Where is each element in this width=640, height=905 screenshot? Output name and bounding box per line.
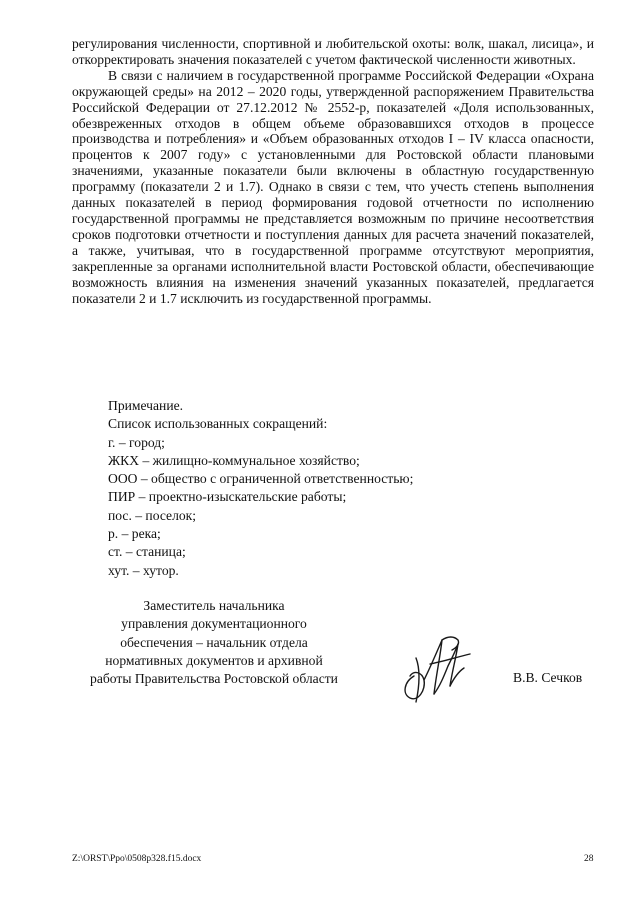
handwritten-signature <box>396 628 488 708</box>
abbreviation-item: ЖКХ – жилищно-коммунальное хозяйство; <box>108 452 360 468</box>
abbreviation-item: хут. – хутор. <box>108 562 179 578</box>
paragraph-continuation: регулирования численности, спортивной и любительской охоты: волк, шакал, лисица», и откорректировать значения показателей с учетом фактической численности животных. <box>72 36 594 67</box>
signatory-title-line: управления документационного <box>121 616 307 632</box>
abbreviation-item: ООО – общество с ограниченной ответственностью; <box>108 471 414 487</box>
signatory-title-line: нормативных документов и архивной <box>105 652 323 668</box>
signatory-title <box>72 597 356 688</box>
page-number: 28 <box>584 854 594 864</box>
paragraph-indicators: В связи с наличием в государственной программе Российской Федерации «Охрана окружающей среды» на 2012 – 2020 годы, утвержденной распоряжением Правительства Российской Федерации от 27.12.2012 № 2552-р, показателей «Доля использованных, обезвреженных отходов в общем объеме образовавшихся отходов в процессе производства и потребления» и «Объем образованных отходов I – IV класса опасности, процентов к 2007 году» с установленными для Ростовской области плановыми значениями, указанные показатели были включены в областную государственную программу (показатели 2 и 1.7). Однако в связи с тем, что учесть степень выполнения данных показателей в период формирования годовой отчетности по исполнению государственной программы не представляется возможным по причине несоответствия сроков подготовки отчетности и поступления данных для расчета значений показателей, а также, учитывая, что в государственной программе отсутствуют мероприятия, закрепленные за органами исполнительной власти Ростовской области, обеспечивающие возможность влияния на изменения значений указанных показателей, предлагается показатели 2 и 1.7 исключить из государственной программы. <box>72 67 594 306</box>
abbreviations-title: Список использованных сокращений: <box>108 416 328 432</box>
body-text <box>72 36 594 306</box>
signatory-name: В.В. Сечков <box>513 670 583 685</box>
signatory-title-line: Заместитель начальника <box>143 598 285 613</box>
abbreviation-item: р. – река; <box>108 526 161 542</box>
abbreviation-item: пос. – поселок; <box>108 507 197 523</box>
notes-section <box>108 397 413 580</box>
abbreviation-item: г. – город; <box>108 434 165 450</box>
signatory-title-line: обеспечения – начальник отдела <box>120 634 308 650</box>
signatory-title-line: работы Правительства Ростовской области <box>90 671 338 687</box>
abbreviation-item: ПИР – проектно-изыскательские работы; <box>108 489 347 505</box>
abbreviation-item: ст. – станица; <box>108 544 186 560</box>
notes-heading: Примечание. <box>108 398 184 413</box>
footer-file-path: Z:\ORST\Ppo\0508p328.f15.docx <box>72 854 202 864</box>
